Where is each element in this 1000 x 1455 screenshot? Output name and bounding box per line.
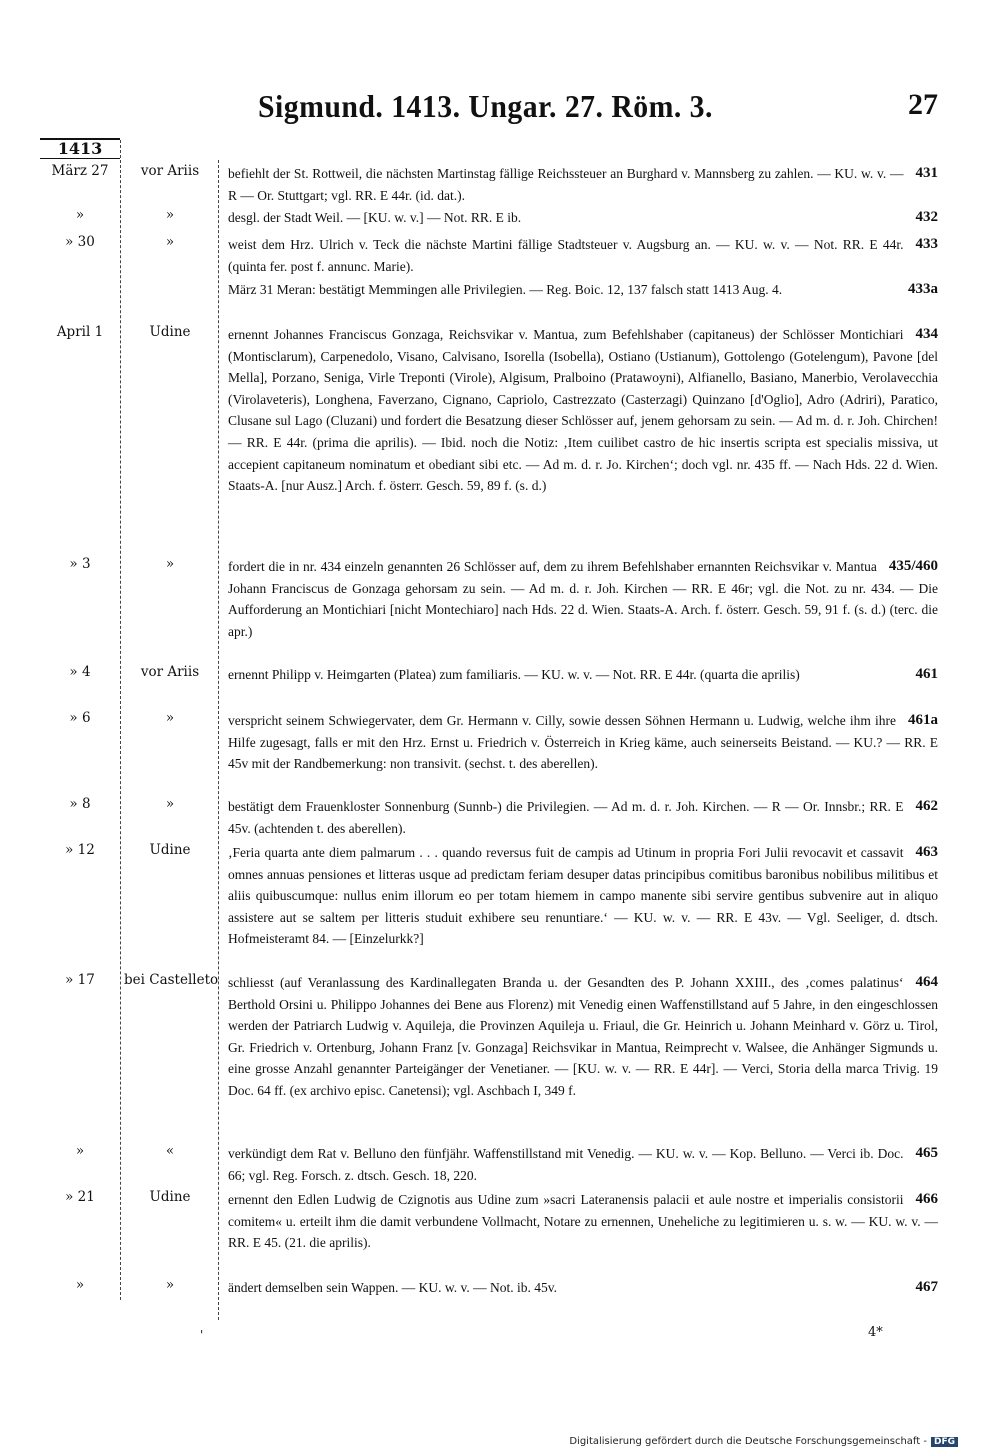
entry-text: 465 verkündigt dem Rat v. Belluno den fünfjähr. Waffenstillstand mit Venedig. — KU. w. v. — Kop. Belluno. — Verci ib. Doc. 66; vgl. Reg. Forsch. z. dtsch. Gesch. 18, 220. (228, 1145, 938, 1183)
entry-text: 461a verspricht seinem Schwiegervater, dem Gr. Hermann v. Cilly, sowie dessen Söhnen Hermann u. Ludwig, welche ihm ihre Hilfe zugesagt, falls er mit den Hrz. Ernst u. Friedrich v. Österreich in Krieg käme, auch seinerseits Beistand. — KU.? — RR. E 45v mit der Randbemerkung: non transivit. (sechst. t. des aberellen). (228, 712, 938, 772)
entry-number: 433 (915, 236, 938, 252)
entry-date: » (75, 1143, 85, 1159)
entry-place: » (165, 207, 175, 223)
column-divider-date (120, 140, 121, 1300)
entry-text: 433 weist dem Hrz. Ulrich v. Teck die nächste Martini fällige Stadtsteuer v. Augsburg an. — KU. w. v. — Not. RR. E 44r. (quinta fer. post f. annunc. Marie). (228, 236, 938, 274)
entry-date: März 27 (51, 163, 109, 179)
entry-place: » (165, 234, 175, 250)
entry-date: » 6 (69, 710, 91, 726)
entry-number: 431 (915, 165, 938, 181)
entry-place: Udine (149, 324, 191, 340)
entry-date: » 8 (69, 796, 91, 812)
entry-text: 433a März 31 Meran: bestätigt Memmingen alle Privilegien. — Reg. Boic. 12, 137 falsch statt 1413 Aug. 4. (228, 279, 938, 301)
entry-place: « (165, 1143, 175, 1159)
entry-date: » 17 (65, 972, 95, 988)
page-header (258, 88, 958, 132)
entry-number: 433a (908, 281, 938, 297)
entry-number: 464 (915, 974, 938, 990)
entry-text: 467 ändert demselben sein Wappen. — KU. w. v. — Not. ib. 45v. (228, 1277, 938, 1299)
entry-number: 467 (915, 1279, 938, 1295)
dfg-credit (569, 1436, 958, 1447)
entry-number: 432 (915, 209, 938, 225)
entry-place: » (165, 1277, 175, 1293)
entry-place: Udine (149, 1189, 191, 1205)
footer-mark: ' (200, 1328, 204, 1342)
entry-number: 435/460 (888, 558, 938, 574)
column-divider-place (218, 160, 219, 1320)
entry-place: » (165, 556, 175, 572)
page-title: Sigmund. 1413. Ungar. 27. Röm. 3. (258, 88, 713, 124)
entry-date: » (75, 1277, 85, 1293)
entry-date: » 3 (69, 556, 91, 572)
page-number: 27 (908, 88, 938, 121)
year-heading: 1413 (40, 138, 120, 159)
entry-text: 434 ernennt Johannes Franciscus Gonzaga, Reichsvikar v. Mantua, zum Befehlshaber (capitaneus) der Schlösser Montichiari (Montisclarum), Carpenedolo, Visano, Calvisano, Isorella (Isobella), Ostiano (Ustianum), Gottolengo (Gotelengum), Pavone [del Mella], Porzano, Seniga, Virle Treponti (Virole), Algisum, Pralboino (Pratawoyni), Alfianello, Basiano, Manerbio, Verolavecchia (Virolaveteris), Longhena, Faverzano, Cignano, Capriolo, Castrezzato (Casterzagi) Quinzano [d'Oglio], Adro (Adriri), Paratico, Clusane sul Lago (Cluzani) und fordert die Besatzung dieser Schlösser auf, jenem gehorsam zu sein. — Ad m. d. r. Joh. Chirchen! — RR. E 44r. (prima die aprilis). — Ibid. noch die Notiz: ‚Item cuilibet castro de hic insertis scripta est specialis missiva, ut accepient capitaneum nominatum et obediant sibi etc. — Ad m. d. r. Jo. Kirchen‘; doch vgl. nr. 435 ff. — Nach Hds. 22 d. Wien. Staats-A. [nur Ausz.] Arch. f. österr. Gesch. 59, 89 f. (s. d.) (228, 326, 938, 494)
entry-date: » 21 (65, 1189, 95, 1205)
credit-text: Digitalisierung gefördert durch die Deutsche Forschungsgemeinschaft - (569, 1436, 927, 1447)
entry-place: Udine (149, 842, 191, 858)
entry-text: 461 ernennt Philipp v. Heimgarten (Platea) zum familiaris. — KU. w. v. — Not. RR. E 44r. (quarta die aprilis) (228, 664, 938, 686)
entry-date: » 4 (69, 664, 91, 680)
entry-number: 466 (915, 1191, 938, 1207)
entry-text: 462 bestätigt dem Frauenkloster Sonnenburg (Sunnb-) die Privilegien. — Ad m. d. r. Joh. Kirchen. — R — Or. Innsbr.; RR. E 45v. (achtenden t. des aberellen). (228, 798, 938, 836)
entry-date: April 1 (56, 324, 104, 340)
entry-place: » (165, 710, 175, 726)
entry-number: 434 (915, 326, 938, 342)
entry-text: 435/460 fordert die in nr. 434 einzeln genannten 26 Schlösser auf, dem zu ihrem Befehlshaber ernannten Reichsvikar v. Mantua Johann Franciscus de Gonzaga gehorsam zu sein. — Ad m. d. r. Joh. Kirchen — RR. E 46r; vgl. die Not. zu nr. 434. — Die Aufforderung an Montichiari [nicht Montechiaro] nach Hds. 22 d. Wien. Staats-A. Arch. f. österr. Gesch. 59, 91 f. (s. d.) (terc. die apr.) (228, 558, 938, 639)
entry-text: 432 desgl. der Stadt Weil. — [KU. w. v.] — Not. RR. E ib. (228, 207, 938, 229)
entry-date: » (75, 207, 85, 223)
signature-mark: 4* (868, 1325, 883, 1340)
dfg-logo: DFG (931, 1437, 958, 1447)
entry-number: 462 (915, 798, 938, 814)
entry-place: bei Castelleto (124, 972, 219, 988)
entry-number: 461 (915, 666, 938, 682)
entry-place: » (165, 796, 175, 812)
entry-number: 463 (915, 844, 938, 860)
entry-number: 465 (915, 1145, 938, 1161)
entry-text: 463 ‚Feria quarta ante diem palmarum . . . quando reversus fuit de campis ad Utinum in propria Fori Julii revocavit et cassavit omnes annuas pensiones et litteras usque ad predictam feriam desuper datas principibus comitibus baronibus nobilibus militibus et aliis quibuscumque: nullus enim illorum eo per totam hiemem in campo manente sibi servire gentibus subvenire aut in aliquo assistere aut se saltem per litteris studuit exhibere seu renuntiare.‘ — KU. w. v. — RR. E 43v. — Vgl. Seeliger, d. dtsch. Hofmeisteramt 84. — [Einzelurkk?] (228, 844, 938, 947)
entry-date: » 12 (65, 842, 95, 858)
entry-place: vor Ariis (140, 664, 200, 680)
entry-number: 461a (908, 712, 938, 728)
entry-text: 466 ernennt den Edlen Ludwig de Czignotis aus Udine zum »sacri Lateranensis palacii et aule nostre et imperialis consistorii comitem« u. erteilt ihm die damit verbundene Vollmacht, Notare zu ernennen, Uneheliche zu legitimieren u. s. w. — KU. w. v. — RR. E 45. (21. die aprilis). (228, 1191, 938, 1251)
entry-text: 431 befiehlt der St. Rottweil, die nächsten Martinstag fällige Reichssteuer an Burghard v. Mannsberg zu zahlen. — KU. w. v. — R — Or. Stuttgart; vgl. RR. E 44r. (id. dat.). (228, 165, 938, 203)
entry-text: 464 schliesst (auf Veranlassung des Kardinallegaten Branda u. der Gesandten des P. Johann XXIII., des ‚comes palatinus‘ Berthold Orsini u. Philippo Johannes dei Bene aus Florenz) mit Venedig einen Waffenstillstand auf 5 Jahre, in den eingeschlossen werden der Patriarch Ludwig v. Aquileja, die Provinzen Aquileja u. Friaul, die Gr. Heinrich u. Johann Meinhard v. Görz u. Tirol, Gr. Friedrich v. Ortenburg, Johann Franz [v. Gonzaga] Reichsvikar in Mantua, Reimprecht v. Walsee, die Anhänger Sigmunds u. eine grosse Anzahl genannter Parteigänger der Venetianer. — [KU. w. v. — RR. E 44r]. — Verci, Storia della marca Trivig. 19 Doc. 64 ff. (ex archivo episc. Canetensi); vgl. Aschbach I, 349 f. (228, 974, 938, 1098)
entry-place: vor Ariis (140, 163, 200, 179)
entry-date: » 30 (65, 234, 95, 250)
